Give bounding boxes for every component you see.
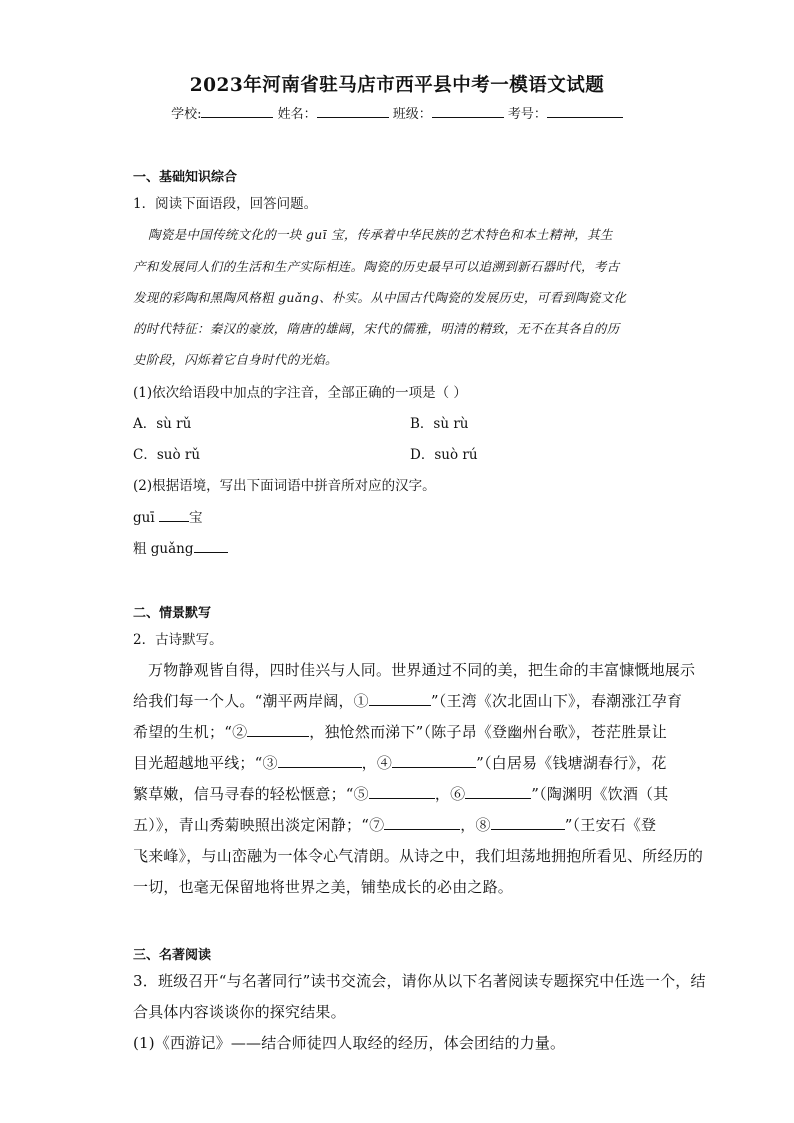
fill-blank-1-prefix: guī — [133, 510, 159, 526]
question-1-sub-2: (2)根据语境，写出下面词语中拼音所对应的汉字。 — [133, 478, 436, 494]
question-3-line: 合具体内容谈谈你的探究结果。 — [133, 1003, 346, 1021]
school-label: 学校: — [171, 107, 202, 122]
question-3-line: 3．班级召开“与名著同行”读书交流会，请你从以下名著阅读专题探究中任选一个，结 — [133, 972, 706, 990]
recitation-line: 飞来峰》，与山峦融为一体令心气清朗。从诗之中，我们坦荡地拥抱所看见、所经历的 — [133, 847, 704, 865]
passage-line: 发现的彩陶和黑陶风格粗 guǎng、朴实。从中国古代陶瓷的发展历史，可看到陶瓷文化 — [133, 290, 627, 305]
recitation-text: 给我们每一个人。“潮平两岸阔，① — [133, 692, 369, 710]
recitation-text: ”（王湾《次北固山下》，春潮涨江孕育 — [430, 692, 683, 710]
option-b[interactable]: B．sù rù — [410, 416, 469, 432]
page-title: 2023年河南省驻马店市西平县中考一模语文试题 — [189, 75, 605, 96]
recitation-blank-6[interactable] — [465, 784, 531, 799]
recitation-text: ，④ — [361, 754, 393, 772]
section-heading-2: 二、情景默写 — [133, 606, 212, 621]
recitation-line: 一切，也毫无保留地将世界之美，铺垫成长的必由之路。 — [133, 878, 514, 896]
recitation-blank-2[interactable] — [247, 722, 309, 737]
fill-blank-1-line[interactable] — [159, 507, 189, 522]
recitation-line: 万物静观皆自得，四时佳兴与人同。世界通过不同的美，把生命的丰富慷慨地展示 — [148, 661, 696, 679]
option-c[interactable]: C．suò rǔ — [133, 447, 201, 463]
passage-line: 陶瓷是中国传统文化的一块 guī 宝，传承着中华民族的艺术特色和本土精神，其生 — [148, 227, 613, 242]
fill-blank-2-prefix: 粗 guǎng — [133, 541, 194, 557]
passage-line: 的时代特征：秦汉的豪放，隋唐的雄阔，宋代的儒雅，明清的精致，无不在其各自的历 — [133, 321, 620, 336]
class-label: 班级： — [392, 107, 432, 122]
recitation-text: 目光超越地平线；“③ — [133, 754, 278, 772]
recitation-blank-8[interactable] — [491, 815, 565, 830]
number-label: 考号： — [507, 107, 547, 122]
question-1-sub-1: (1)依次给语段中加点的字注音，全部正确的一项是（ ） — [133, 385, 467, 401]
question-1-stem: 1．阅读下面语段，回答问题。 — [133, 196, 318, 212]
recitation-line — [133, 783, 668, 804]
section-heading-1: 一、基础知识综合 — [133, 170, 238, 185]
recitation-blank-4[interactable] — [392, 753, 476, 768]
recitation-text: ”（陶渊明《饮酒（其 — [531, 785, 669, 803]
student-info-row — [0, 103, 794, 122]
recitation-text: 五）》，青山秀菊映照出淡定闲静；“⑦ — [133, 816, 385, 834]
option-d[interactable]: D．suò rú — [410, 447, 478, 463]
recitation-blank-1[interactable] — [369, 691, 431, 706]
recitation-blank-3[interactable] — [278, 753, 362, 768]
recitation-text: ”（王安石《登 — [564, 816, 657, 834]
recitation-text: 希望的生机；“② — [133, 723, 248, 741]
passage-line: 史阶段，闪烁着它自身时代的光焰。 — [133, 352, 338, 367]
fill-blank-1 — [133, 506, 202, 526]
recitation-line — [133, 814, 656, 835]
recitation-blank-5[interactable] — [369, 784, 435, 799]
fill-blank-2 — [133, 537, 228, 557]
number-blank[interactable] — [547, 105, 623, 118]
question-2-stem: 2．古诗默写。 — [133, 632, 223, 648]
recitation-line — [133, 721, 667, 742]
name-blank[interactable] — [317, 105, 389, 118]
name-label: 姓名： — [277, 107, 317, 122]
recitation-text: ”（白居易《钱塘湖春行》，花 — [476, 754, 667, 772]
recitation-text: ，⑥ — [434, 785, 466, 803]
recitation-line — [133, 690, 682, 711]
question-3-sub-1: (1)《西游记》——结合师徒四人取经的经历，体会团结的力量。 — [133, 1034, 566, 1052]
class-blank[interactable] — [432, 105, 504, 118]
fill-blank-2-line[interactable] — [194, 538, 228, 553]
recitation-text: ，独怆然而涕下”（陈子昂《登幽州台歌》，苍茫胜景让 — [309, 723, 667, 741]
option-a[interactable]: A．sù rǔ — [133, 416, 192, 432]
passage-line: 产和发展同人们的生活和生产实际相连。陶瓷的历史最早可以追溯到新石器时代，考古 — [133, 259, 620, 274]
school-blank[interactable] — [201, 105, 273, 118]
recitation-blank-7[interactable] — [384, 815, 460, 830]
recitation-line — [133, 752, 667, 773]
recitation-text: ，⑧ — [460, 816, 491, 834]
fill-blank-1-suffix: 宝 — [188, 510, 203, 526]
recitation-text: 繁草嫩，信马寻春的轻松惬意；“⑤ — [133, 785, 369, 803]
section-heading-3: 三、名著阅读 — [133, 948, 212, 963]
